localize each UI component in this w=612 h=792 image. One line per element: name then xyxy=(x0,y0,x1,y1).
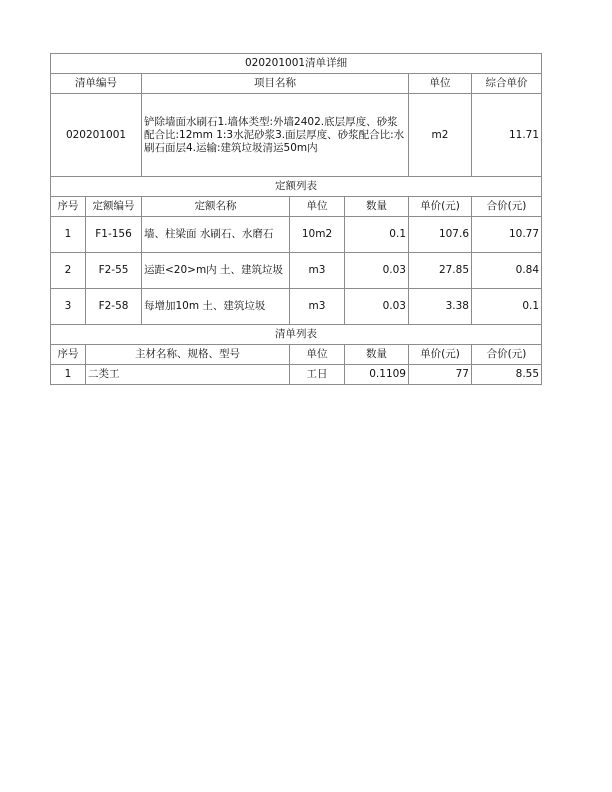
bill-code: 020201001 xyxy=(51,94,142,177)
quota-no: 3 xyxy=(51,289,86,325)
quota-price: 27.85 xyxy=(409,253,472,289)
materials-qty-header: 数量 xyxy=(345,345,409,365)
bill-price-header: 综合单价 xyxy=(472,74,542,94)
quota-total: 0.84 xyxy=(472,253,542,289)
quota-unit: 10m2 xyxy=(290,217,345,253)
materials-unit-header: 单位 xyxy=(290,345,345,365)
quota-no: 2 xyxy=(51,253,86,289)
quota-code-header: 定额编号 xyxy=(86,197,142,217)
materials-no: 1 xyxy=(51,365,86,385)
quota-no-header: 序号 xyxy=(51,197,86,217)
quota-code: F1-156 xyxy=(86,217,142,253)
bill-name-header: 项目名称 xyxy=(142,74,409,94)
table-row xyxy=(51,217,542,253)
materials-total-header: 合价(元) xyxy=(472,345,542,365)
quota-section-row xyxy=(51,177,542,197)
quota-price-header: 单价(元) xyxy=(409,197,472,217)
quota-total: 10.77 xyxy=(472,217,542,253)
quota-unit-header: 单位 xyxy=(290,197,345,217)
quota-name-header: 定额名称 xyxy=(142,197,290,217)
quota-total-header: 合价(元) xyxy=(472,197,542,217)
materials-name: 二类工 xyxy=(86,365,290,385)
materials-section-title: 清单列表 xyxy=(51,325,542,345)
bill-unit-header: 单位 xyxy=(409,74,472,94)
bill-unit: m2 xyxy=(409,94,472,177)
bill-detail-table xyxy=(50,53,542,385)
materials-price: 77 xyxy=(409,365,472,385)
bill-header-row xyxy=(51,74,542,94)
quota-unit: m3 xyxy=(290,253,345,289)
bill-name: 铲除墙面水刷石1.墙体类型:外墙2402.底层厚度、砂浆配合比:12mm 1:3水泥砂浆3.面层厚度、砂浆配合比:水刷石面层4.运输:建筑垃圾清运50m内 xyxy=(142,94,409,177)
materials-name-header: 主材名称、规格、型号 xyxy=(86,345,290,365)
quota-name: 运距<20>m内 土、建筑垃圾 xyxy=(142,253,290,289)
materials-qty: 0.1109 xyxy=(345,365,409,385)
materials-total: 8.55 xyxy=(472,365,542,385)
quota-price: 3.38 xyxy=(409,289,472,325)
quota-unit: m3 xyxy=(290,289,345,325)
quota-qty-header: 数量 xyxy=(345,197,409,217)
quota-section-title: 定额列表 xyxy=(51,177,542,197)
title-row xyxy=(51,54,542,74)
materials-no-header: 序号 xyxy=(51,345,86,365)
bill-price: 11.71 xyxy=(472,94,542,177)
quota-header-row xyxy=(51,197,542,217)
quota-name: 墙、柱梁面 水刷石、水磨石 xyxy=(142,217,290,253)
quota-qty: 0.03 xyxy=(345,253,409,289)
quota-name: 每增加10m 土、建筑垃圾 xyxy=(142,289,290,325)
quota-price: 107.6 xyxy=(409,217,472,253)
table-row xyxy=(51,253,542,289)
table-row xyxy=(51,365,542,385)
quota-code: F2-55 xyxy=(86,253,142,289)
quota-total: 0.1 xyxy=(472,289,542,325)
bill-code-header: 清单编号 xyxy=(51,74,142,94)
quota-code: F2-58 xyxy=(86,289,142,325)
materials-price-header: 单价(元) xyxy=(409,345,472,365)
quota-qty: 0.1 xyxy=(345,217,409,253)
materials-header-row xyxy=(51,345,542,365)
table-row xyxy=(51,289,542,325)
quota-no: 1 xyxy=(51,217,86,253)
bill-row xyxy=(51,94,542,177)
quota-qty: 0.03 xyxy=(345,289,409,325)
materials-unit: 工日 xyxy=(290,365,345,385)
sheet-title: 020201001清单详细 xyxy=(51,54,542,74)
materials-section-row xyxy=(51,325,542,345)
